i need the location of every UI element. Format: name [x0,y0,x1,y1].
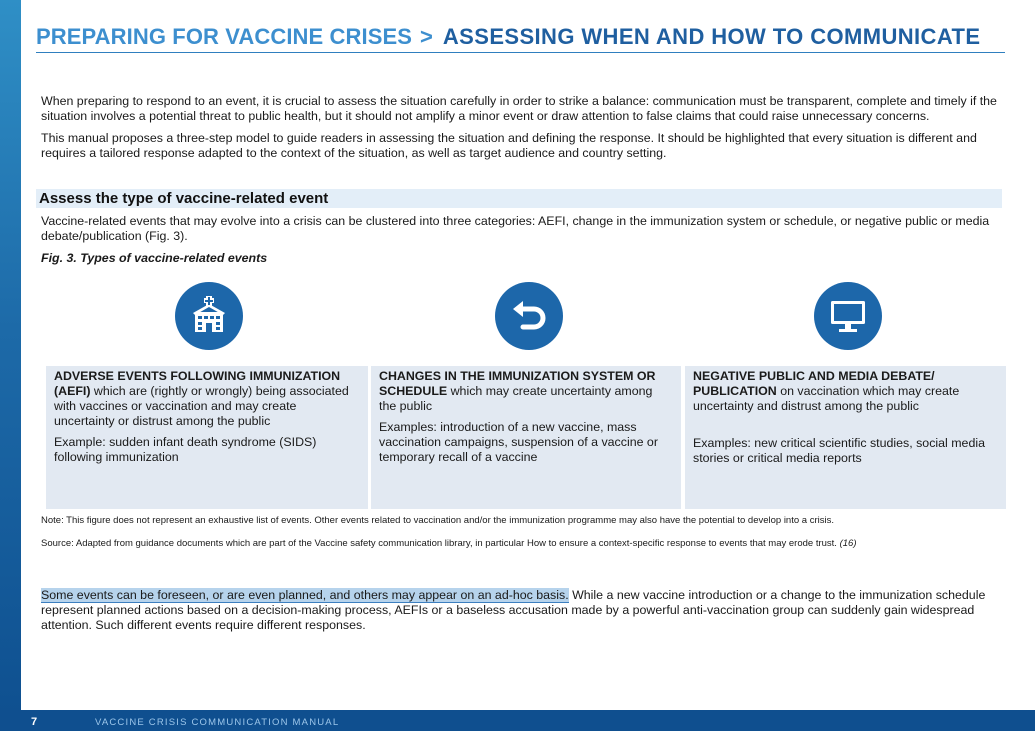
card-heading: ADVERSE EVENTS FOLLOWING IMMUNIZATION (AEFI) [54,369,341,398]
page-number: 7 [31,716,38,728]
source-text: Source: Adapted from guidance documents which are part of the Vaccine safety communication library, in particular How to ensure a context-specific response to events that may erode trust. [41,538,837,549]
intro-paragraph-1: When preparing to respond to an event, it is crucial to assess the situation carefully in order to strike a balance: communication must be transparent, complete and timely if the situation involves a potential threat to public health, but it should not amplify a minor event or draw attention to false claims that could raise unnecessary concerns. [41,94,997,123]
card-heading: CHANGES IN THE IMMUNIZATION SYSTEM OR SCHEDULE [379,369,656,398]
intro-paragraph-2: This manual proposes a three-step model to guide readers in assessing the situation and defining the response. It should be highlighted that every situation is different and requires a tailored response adapted to the context of the situation, as well as target audience and country setting. [41,131,977,160]
figure-caption: Fig. 3. Types of vaccine-related events [41,251,268,265]
header-section-link[interactable]: PREPARING FOR VACCINE CRISES [36,24,413,49]
footer-title: VACCINE CRISIS COMMUNICATION MANUAL [95,717,340,728]
figure-note: Note: This figure does not represent an exhaustive list of events. Other events related to vaccination and/or the immunization programme may also have the potential to develop into a crisis. [41,515,834,526]
event-card-aefi [46,366,368,509]
section-body: Vaccine-related events that may evolve into a crisis can be clustered into three categories: AEFI, change in the immunization system or schedule, or negative public or media debate/publication (Fig. 3). [41,214,990,243]
undo-arrow-icon [495,282,563,350]
event-card-negative-debate [685,366,1006,509]
card-text: which are (rightly or wrongly) being associated with vaccines or vaccination and may create uncertainty or distrust among the public [54,384,349,428]
section-title: Assess the type of vaccine-related event [39,190,329,207]
card-example: Examples: new critical scientific studies, social media stories or critical media reports [693,436,985,465]
side-accent-bar [0,0,21,731]
card-example: Examples: introduction of a new vaccine, mass vaccination campaigns, suspension of a vaccine or temporary recall of a vaccine [379,420,658,464]
page-footer [0,710,1035,731]
monitor-icon [814,282,882,350]
highlighted-text[interactable]: Some events can be foreseen, or are even planned, and others may appear on an ad-hoc basis. [41,588,569,602]
figure-source [41,538,857,549]
header-topic: ASSESSING WHEN AND HOW TO COMMUNICATE [442,24,981,49]
card-text: which may create uncertainty among the public [379,384,653,413]
header-separator: > [420,24,433,49]
page-header [36,24,1005,53]
card-text: on vaccination which may create uncertainty and distrust among the public [693,384,960,413]
card-heading: NEGATIVE PUBLIC AND MEDIA DEBATE/ PUBLICATION [693,369,935,398]
closing-paragraph [41,588,1001,633]
card-example: Example: sudden infant death syndrome (SIDS) following immunization [54,435,317,464]
hospital-icon [175,282,243,350]
event-card-immunization-changes [371,366,681,509]
closing-text: While a new vaccine introduction or a change to the immunization schedule represent planned actions based on a decision-making process, AEFIs or a baseless accusation made by a powerful anti-vaccination group can suddenly gain widespread attention. Such different events require different responses. [41,588,986,632]
source-reference: (16) [839,538,857,549]
section-heading-band [36,189,1002,208]
